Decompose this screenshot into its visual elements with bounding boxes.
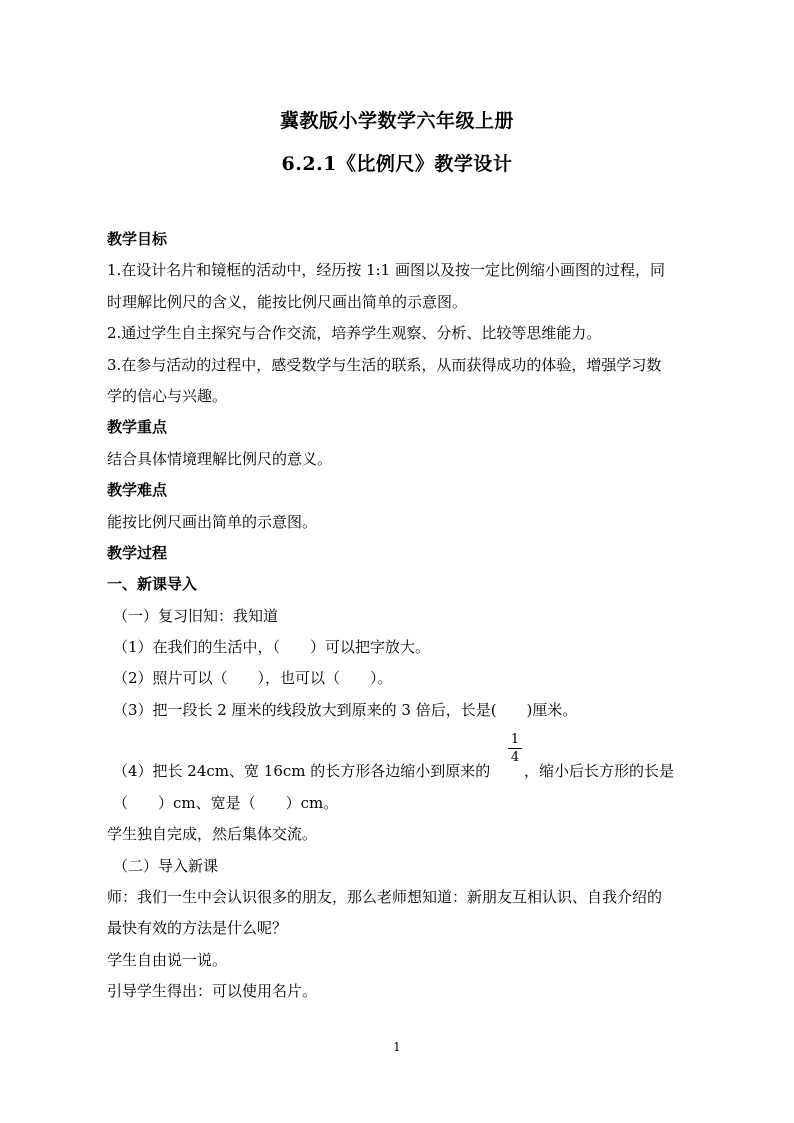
difficulties-text: 能按比例尺画出简单的示意图。 [107,513,318,531]
page-number: 1 [393,1040,401,1054]
objective-1-line-2: 时理解比例尺的含义，能按比例尺画出简单的示意图。 [107,293,468,311]
document-title: 冀教版小学数学六年级上册 [279,110,514,132]
fraction-bar [508,748,522,749]
key-points-text: 结合具体情境理解比例尺的意义。 [107,450,333,468]
document-subtitle: 6.2.1《比例尺》教学设计 [281,153,513,175]
question-4-line-2: （ ）cm、宽是（ ）cm。 [113,794,339,812]
difficulties-heading: 教学难点 [107,481,168,499]
question-3: （3）把一段长 2 厘米的线段放大到原来的 3 倍后，长是( )厘米。 [113,701,578,719]
objective-1-line-1: 1.在设计名片和镜框的活动中，经历按 1:1 画图以及按一定比例缩小画图的过程，同 [107,261,665,279]
section-1-heading: 一、新课导入 [107,575,198,593]
question-summary: 学生独自完成，然后集体交流。 [107,825,318,843]
key-points-heading: 教学重点 [107,418,168,436]
question-4-line-1-start: （4）把长 24cm、宽 16cm 的长方形各边缩小到原来的 [113,762,491,780]
objective-3-line-1: 3.在参与活动的过程中，感受数学与生活的联系，从而获得成功的体验，增强学习数 [107,356,662,374]
student-say: 学生自由说一说。 [107,951,228,969]
question-4-line-1-end: ，缩小后长方形的长是 [524,762,675,780]
fraction-denominator: 4 [510,750,520,765]
objective-3-line-2: 学的信心与兴趣。 [107,387,228,405]
guide-line: 引导学生得出：可以使用名片。 [107,982,318,1000]
teacher-line-2: 最快有效的方法是什么呢？ [107,919,288,937]
sub-1-heading: （一）复习旧知：我知道 [113,607,279,625]
objectives-heading: 教学目标 [107,230,168,248]
question-1: （1）在我们的生活中，（ ）可以把字放大。 [113,638,431,656]
question-2: （2）照片可以（ ），也可以（ ）。 [113,669,393,687]
fraction-numerator: 1 [510,732,520,747]
fraction-one-quarter [508,733,522,765]
teacher-line-1: 师：我们一生中会认识很多的朋友，那么老师想知道：新朋友互相认识、自我介绍的 [107,888,663,906]
objective-2: 2.通过学生自主探究与合作交流，培养学生观察、分析、比较等思维能力。 [107,324,602,342]
process-heading: 教学过程 [107,544,168,562]
sub-2-heading: （二）导入新课 [113,857,219,875]
